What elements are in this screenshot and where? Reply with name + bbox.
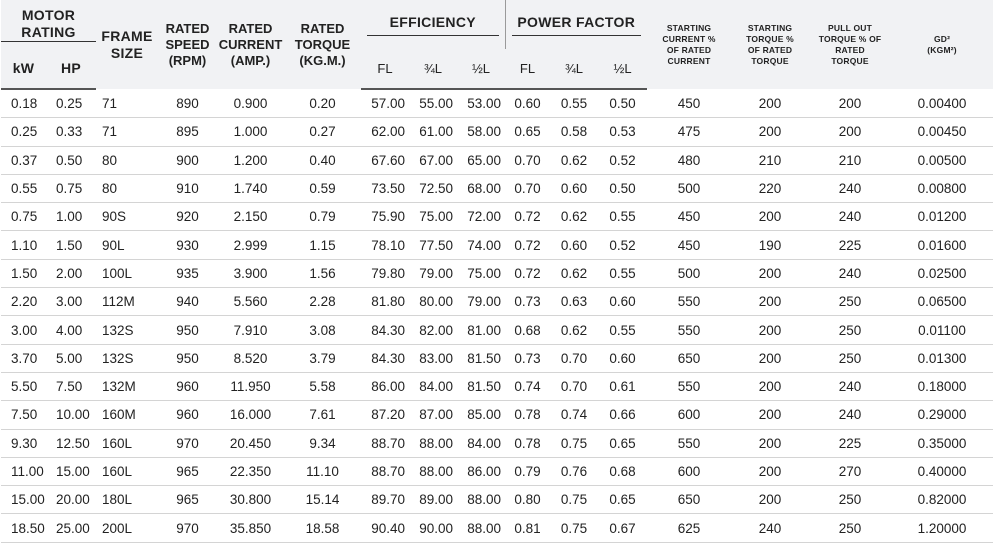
cell-frame-size: 80: [96, 146, 158, 174]
cell-starting-torque: 200: [731, 259, 809, 287]
cell-eff-fl: 79.80: [361, 259, 409, 287]
cell-eff-three-quarter: 79.00: [409, 259, 457, 287]
cell-pull-out-torque: 200: [809, 89, 891, 118]
cell-eff-fl: 57.00: [361, 89, 409, 118]
cell-frame-size: 90S: [96, 203, 158, 231]
cell-starting-current: 600: [647, 401, 731, 429]
cell-eff-three-quarter: 82.00: [409, 316, 457, 344]
cell-starting-current: 500: [647, 259, 731, 287]
cell-pull-out-torque: 270: [809, 457, 891, 485]
cell-rated-current: 20.450: [217, 429, 284, 457]
cell-starting-torque: 200: [731, 486, 809, 514]
cell-pf-fl: 0.60: [505, 89, 550, 118]
header-starting-torque: STARTING TORQUE % OF RATED TORQUE: [731, 0, 809, 89]
cell-rated-current: 1.200: [217, 146, 284, 174]
cell-rated-speed: 930: [158, 231, 217, 259]
table-row: [1, 457, 993, 485]
cell-hp: 7.50: [46, 372, 96, 400]
cell-rated-torque: 0.40: [284, 146, 361, 174]
cell-pf-fl: 0.72: [505, 231, 550, 259]
table-row: [1, 174, 993, 202]
cell-frame-size: 100L: [96, 259, 158, 287]
cell-gd2: 0.02500: [891, 259, 993, 287]
cell-rated-torque: 0.27: [284, 118, 361, 146]
cell-kw: 18.50: [1, 514, 46, 542]
cell-eff-fl: 62.00: [361, 118, 409, 146]
cell-frame-size: 80: [96, 174, 158, 202]
table-body: [1, 89, 993, 542]
cell-eff-half: 81.00: [457, 316, 505, 344]
cell-eff-fl: 75.90: [361, 203, 409, 231]
cell-eff-fl: 84.30: [361, 316, 409, 344]
cell-pf-half: 0.50: [598, 174, 647, 202]
cell-starting-current: 550: [647, 288, 731, 316]
cell-eff-half: 75.00: [457, 259, 505, 287]
cell-rated-speed: 940: [158, 288, 217, 316]
cell-pf-fl: 0.78: [505, 401, 550, 429]
cell-eff-three-quarter: 83.00: [409, 344, 457, 372]
cell-rated-current: 1.000: [217, 118, 284, 146]
cell-pull-out-torque: 225: [809, 429, 891, 457]
cell-hp: 12.50: [46, 429, 96, 457]
table-row: [1, 316, 993, 344]
cell-rated-speed: 950: [158, 316, 217, 344]
cell-rated-current: 30.800: [217, 486, 284, 514]
header-pf-three-quarter: ¾L: [550, 49, 598, 89]
cell-eff-three-quarter: 77.50: [409, 231, 457, 259]
cell-pf-fl: 0.78: [505, 429, 550, 457]
cell-kw: 15.00: [1, 486, 46, 514]
cell-pf-half: 0.50: [598, 89, 647, 118]
cell-pf-fl: 0.65: [505, 118, 550, 146]
cell-rated-torque: 11.10: [284, 457, 361, 485]
header-eff-fl: FL: [361, 49, 409, 89]
cell-kw: 0.25: [1, 118, 46, 146]
header-motor-rating: MOTOR RATING: [1, 0, 96, 49]
cell-gd2: 1.20000: [891, 514, 993, 542]
cell-eff-fl: 81.80: [361, 288, 409, 316]
cell-starting-current: 650: [647, 486, 731, 514]
cell-pf-half: 0.67: [598, 514, 647, 542]
header-rated-torque: RATED TORQUE (KG.M.): [284, 0, 361, 89]
cell-eff-three-quarter: 72.50: [409, 174, 457, 202]
cell-pf-half: 0.52: [598, 146, 647, 174]
cell-starting-torque: 200: [731, 288, 809, 316]
header-frame-size: FRAME SIZE: [96, 0, 158, 89]
cell-pf-fl: 0.80: [505, 486, 550, 514]
cell-eff-three-quarter: 55.00: [409, 89, 457, 118]
cell-hp: 15.00: [46, 457, 96, 485]
cell-rated-torque: 0.79: [284, 203, 361, 231]
cell-gd2: 0.29000: [891, 401, 993, 429]
cell-rated-torque: 2.28: [284, 288, 361, 316]
cell-eff-three-quarter: 61.00: [409, 118, 457, 146]
cell-starting-torque: 200: [731, 401, 809, 429]
cell-kw: 5.50: [1, 372, 46, 400]
header-eff-half: ½L: [457, 49, 505, 89]
cell-eff-half: 85.00: [457, 401, 505, 429]
cell-gd2: 0.01300: [891, 344, 993, 372]
cell-starting-current: 650: [647, 344, 731, 372]
cell-pf-half: 0.61: [598, 372, 647, 400]
cell-eff-half: 72.00: [457, 203, 505, 231]
cell-pf-fl: 0.70: [505, 146, 550, 174]
cell-eff-three-quarter: 88.00: [409, 429, 457, 457]
cell-starting-torque: 200: [731, 457, 809, 485]
cell-starting-torque: 200: [731, 118, 809, 146]
cell-eff-half: 81.50: [457, 344, 505, 372]
cell-rated-speed: 920: [158, 203, 217, 231]
cell-hp: 2.00: [46, 259, 96, 287]
cell-eff-three-quarter: 84.00: [409, 372, 457, 400]
cell-pf-fl: 0.72: [505, 259, 550, 287]
header-kw: kW: [1, 49, 46, 89]
cell-starting-torque: 200: [731, 203, 809, 231]
cell-eff-three-quarter: 75.00: [409, 203, 457, 231]
cell-rated-torque: 15.14: [284, 486, 361, 514]
cell-pull-out-torque: 225: [809, 231, 891, 259]
cell-eff-half: 81.50: [457, 372, 505, 400]
cell-eff-half: 79.00: [457, 288, 505, 316]
cell-starting-current: 600: [647, 457, 731, 485]
cell-pf-fl: 0.81: [505, 514, 550, 542]
cell-pf-three-quarter: 0.75: [550, 429, 598, 457]
cell-rated-torque: 1.15: [284, 231, 361, 259]
cell-starting-current: 500: [647, 174, 731, 202]
cell-rated-torque: 1.56: [284, 259, 361, 287]
cell-kw: 0.18: [1, 89, 46, 118]
header-rated-current: RATED CURRENT (AMP.): [217, 0, 284, 89]
cell-gd2: 0.18000: [891, 372, 993, 400]
table-header: [1, 0, 993, 89]
cell-eff-half: 86.00: [457, 457, 505, 485]
cell-pf-half: 0.66: [598, 401, 647, 429]
cell-eff-half: 88.00: [457, 514, 505, 542]
cell-gd2: 0.01100: [891, 316, 993, 344]
cell-starting-current: 450: [647, 231, 731, 259]
cell-pf-three-quarter: 0.62: [550, 203, 598, 231]
header-power-factor: POWER FACTOR: [505, 0, 647, 49]
cell-eff-half: 84.00: [457, 429, 505, 457]
cell-pf-half: 0.55: [598, 259, 647, 287]
cell-rated-speed: 950: [158, 344, 217, 372]
cell-starting-current: 450: [647, 203, 731, 231]
cell-pull-out-torque: 200: [809, 118, 891, 146]
header-gd2: GD² (KGM²): [891, 0, 993, 89]
cell-pf-three-quarter: 0.55: [550, 89, 598, 118]
cell-starting-current: 625: [647, 514, 731, 542]
cell-pf-three-quarter: 0.70: [550, 344, 598, 372]
cell-pf-three-quarter: 0.62: [550, 146, 598, 174]
cell-pf-three-quarter: 0.58: [550, 118, 598, 146]
cell-pull-out-torque: 240: [809, 259, 891, 287]
cell-eff-three-quarter: 80.00: [409, 288, 457, 316]
cell-frame-size: 160M: [96, 401, 158, 429]
cell-hp: 0.25: [46, 89, 96, 118]
cell-gd2: 0.06500: [891, 288, 993, 316]
table-row: [1, 259, 993, 287]
cell-starting-current: 480: [647, 146, 731, 174]
cell-pf-three-quarter: 0.70: [550, 372, 598, 400]
cell-pf-half: 0.53: [598, 118, 647, 146]
cell-rated-torque: 0.59: [284, 174, 361, 202]
cell-hp: 5.00: [46, 344, 96, 372]
cell-rated-current: 8.520: [217, 344, 284, 372]
cell-pf-three-quarter: 0.75: [550, 486, 598, 514]
cell-eff-three-quarter: 88.00: [409, 457, 457, 485]
cell-rated-torque: 7.61: [284, 401, 361, 429]
cell-pf-half: 0.65: [598, 486, 647, 514]
cell-rated-current: 1.740: [217, 174, 284, 202]
cell-frame-size: 160L: [96, 429, 158, 457]
cell-rated-current: 2.150: [217, 203, 284, 231]
cell-eff-fl: 90.40: [361, 514, 409, 542]
table-row: [1, 486, 993, 514]
cell-pf-fl: 0.72: [505, 203, 550, 231]
cell-eff-half: 53.00: [457, 89, 505, 118]
cell-hp: 25.00: [46, 514, 96, 542]
cell-rated-torque: 5.58: [284, 372, 361, 400]
cell-pf-fl: 0.70: [505, 174, 550, 202]
cell-gd2: 0.01600: [891, 231, 993, 259]
cell-gd2: 0.00450: [891, 118, 993, 146]
table-row: [1, 146, 993, 174]
cell-rated-speed: 960: [158, 401, 217, 429]
cell-starting-torque: 200: [731, 344, 809, 372]
cell-frame-size: 71: [96, 118, 158, 146]
cell-rated-current: 35.850: [217, 514, 284, 542]
cell-eff-three-quarter: 87.00: [409, 401, 457, 429]
cell-frame-size: 112M: [96, 288, 158, 316]
cell-rated-torque: 3.08: [284, 316, 361, 344]
cell-rated-torque: 9.34: [284, 429, 361, 457]
cell-eff-fl: 86.00: [361, 372, 409, 400]
cell-pull-out-torque: 240: [809, 372, 891, 400]
table-row: [1, 372, 993, 400]
cell-pull-out-torque: 250: [809, 316, 891, 344]
header-efficiency: EFFICIENCY: [361, 0, 505, 49]
cell-hp: 0.75: [46, 174, 96, 202]
cell-hp: 0.33: [46, 118, 96, 146]
header-pull-out-torque: PULL OUT TORQUE % OF RATED TORQUE: [809, 0, 891, 89]
cell-eff-fl: 89.70: [361, 486, 409, 514]
cell-starting-torque: 210: [731, 146, 809, 174]
cell-gd2: 0.00500: [891, 146, 993, 174]
cell-starting-torque: 200: [731, 89, 809, 118]
cell-pf-fl: 0.73: [505, 344, 550, 372]
cell-rated-torque: 18.58: [284, 514, 361, 542]
cell-starting-current: 550: [647, 372, 731, 400]
cell-eff-fl: 67.60: [361, 146, 409, 174]
cell-kw: 9.30: [1, 429, 46, 457]
cell-rated-speed: 970: [158, 429, 217, 457]
cell-pf-three-quarter: 0.62: [550, 259, 598, 287]
cell-pf-fl: 0.74: [505, 372, 550, 400]
cell-gd2: 0.01200: [891, 203, 993, 231]
cell-starting-current: 450: [647, 89, 731, 118]
cell-gd2: 0.35000: [891, 429, 993, 457]
cell-starting-torque: 200: [731, 372, 809, 400]
table-row: [1, 429, 993, 457]
cell-hp: 0.50: [46, 146, 96, 174]
cell-kw: 0.75: [1, 203, 46, 231]
cell-kw: 1.50: [1, 259, 46, 287]
cell-pf-half: 0.55: [598, 316, 647, 344]
cell-rated-speed: 895: [158, 118, 217, 146]
table-row: [1, 401, 993, 429]
cell-rated-current: 2.999: [217, 231, 284, 259]
cell-eff-half: 65.00: [457, 146, 505, 174]
cell-starting-torque: 200: [731, 429, 809, 457]
cell-pull-out-torque: 240: [809, 203, 891, 231]
cell-rated-torque: 0.20: [284, 89, 361, 118]
cell-pull-out-torque: 240: [809, 174, 891, 202]
cell-kw: 7.50: [1, 401, 46, 429]
cell-kw: 0.37: [1, 146, 46, 174]
cell-rated-speed: 970: [158, 514, 217, 542]
cell-rated-current: 3.900: [217, 259, 284, 287]
cell-pf-three-quarter: 0.75: [550, 514, 598, 542]
cell-kw: 11.00: [1, 457, 46, 485]
header-pf-fl: FL: [505, 49, 550, 89]
table-row: [1, 288, 993, 316]
cell-pf-three-quarter: 0.60: [550, 231, 598, 259]
cell-pf-half: 0.60: [598, 288, 647, 316]
cell-pull-out-torque: 250: [809, 344, 891, 372]
cell-starting-current: 475: [647, 118, 731, 146]
cell-pull-out-torque: 250: [809, 486, 891, 514]
cell-kw: 3.70: [1, 344, 46, 372]
cell-gd2: 0.00400: [891, 89, 993, 118]
cell-pf-half: 0.65: [598, 429, 647, 457]
cell-starting-torque: 240: [731, 514, 809, 542]
table-row: [1, 118, 993, 146]
motor-spec-table: [1, 0, 993, 543]
cell-rated-current: 16.000: [217, 401, 284, 429]
cell-frame-size: 132S: [96, 344, 158, 372]
cell-starting-torque: 190: [731, 231, 809, 259]
cell-frame-size: 132M: [96, 372, 158, 400]
cell-pf-three-quarter: 0.60: [550, 174, 598, 202]
table-row: [1, 231, 993, 259]
table-row: [1, 203, 993, 231]
cell-eff-fl: 88.70: [361, 429, 409, 457]
cell-rated-speed: 965: [158, 486, 217, 514]
cell-rated-speed: 890: [158, 89, 217, 118]
header-hp: HP: [46, 49, 96, 89]
cell-hp: 1.50: [46, 231, 96, 259]
cell-rated-speed: 960: [158, 372, 217, 400]
cell-frame-size: 160L: [96, 457, 158, 485]
cell-rated-speed: 900: [158, 146, 217, 174]
cell-hp: 4.00: [46, 316, 96, 344]
cell-frame-size: 71: [96, 89, 158, 118]
cell-starting-torque: 200: [731, 316, 809, 344]
cell-pull-out-torque: 250: [809, 514, 891, 542]
cell-starting-torque: 220: [731, 174, 809, 202]
header-eff-three-quarter: ¾L: [409, 49, 457, 89]
cell-rated-current: 11.950: [217, 372, 284, 400]
cell-rated-speed: 965: [158, 457, 217, 485]
cell-kw: 3.00: [1, 316, 46, 344]
cell-eff-half: 74.00: [457, 231, 505, 259]
cell-eff-three-quarter: 90.00: [409, 514, 457, 542]
cell-eff-fl: 84.30: [361, 344, 409, 372]
cell-starting-current: 550: [647, 316, 731, 344]
cell-hp: 3.00: [46, 288, 96, 316]
cell-pf-three-quarter: 0.76: [550, 457, 598, 485]
cell-frame-size: 180L: [96, 486, 158, 514]
cell-rated-current: 22.350: [217, 457, 284, 485]
cell-pull-out-torque: 250: [809, 288, 891, 316]
table-row: [1, 514, 993, 542]
cell-gd2: 0.40000: [891, 457, 993, 485]
cell-eff-half: 68.00: [457, 174, 505, 202]
cell-rated-current: 7.910: [217, 316, 284, 344]
cell-pf-fl: 0.68: [505, 316, 550, 344]
table-row: [1, 89, 993, 118]
cell-pf-fl: 0.73: [505, 288, 550, 316]
cell-rated-current: 5.560: [217, 288, 284, 316]
cell-starting-current: 550: [647, 429, 731, 457]
cell-pf-three-quarter: 0.74: [550, 401, 598, 429]
cell-eff-fl: 78.10: [361, 231, 409, 259]
cell-pull-out-torque: 210: [809, 146, 891, 174]
cell-pf-half: 0.68: [598, 457, 647, 485]
cell-hp: 20.00: [46, 486, 96, 514]
cell-pf-three-quarter: 0.62: [550, 316, 598, 344]
header-rated-speed: RATED SPEED (RPM): [158, 0, 217, 89]
cell-hp: 10.00: [46, 401, 96, 429]
cell-eff-fl: 87.20: [361, 401, 409, 429]
cell-pf-half: 0.55: [598, 203, 647, 231]
cell-gd2: 0.82000: [891, 486, 993, 514]
cell-eff-half: 58.00: [457, 118, 505, 146]
cell-rated-speed: 910: [158, 174, 217, 202]
cell-eff-fl: 73.50: [361, 174, 409, 202]
cell-frame-size: 200L: [96, 514, 158, 542]
cell-eff-three-quarter: 67.00: [409, 146, 457, 174]
cell-frame-size: 90L: [96, 231, 158, 259]
cell-pf-three-quarter: 0.63: [550, 288, 598, 316]
cell-kw: 2.20: [1, 288, 46, 316]
cell-kw: 0.55: [1, 174, 46, 202]
table-row: [1, 344, 993, 372]
cell-pull-out-torque: 240: [809, 401, 891, 429]
cell-pf-half: 0.52: [598, 231, 647, 259]
cell-rated-current: 0.900: [217, 89, 284, 118]
cell-rated-speed: 935: [158, 259, 217, 287]
header-starting-current: STARTING CURRENT % OF RATED CURRENT: [647, 0, 731, 89]
cell-hp: 1.00: [46, 203, 96, 231]
cell-eff-three-quarter: 89.00: [409, 486, 457, 514]
cell-rated-torque: 3.79: [284, 344, 361, 372]
header-pf-half: ½L: [598, 49, 647, 89]
cell-pf-fl: 0.79: [505, 457, 550, 485]
cell-gd2: 0.00800: [891, 174, 993, 202]
cell-eff-half: 88.00: [457, 486, 505, 514]
cell-kw: 1.10: [1, 231, 46, 259]
cell-frame-size: 132S: [96, 316, 158, 344]
cell-pf-half: 0.60: [598, 344, 647, 372]
cell-eff-fl: 88.70: [361, 457, 409, 485]
